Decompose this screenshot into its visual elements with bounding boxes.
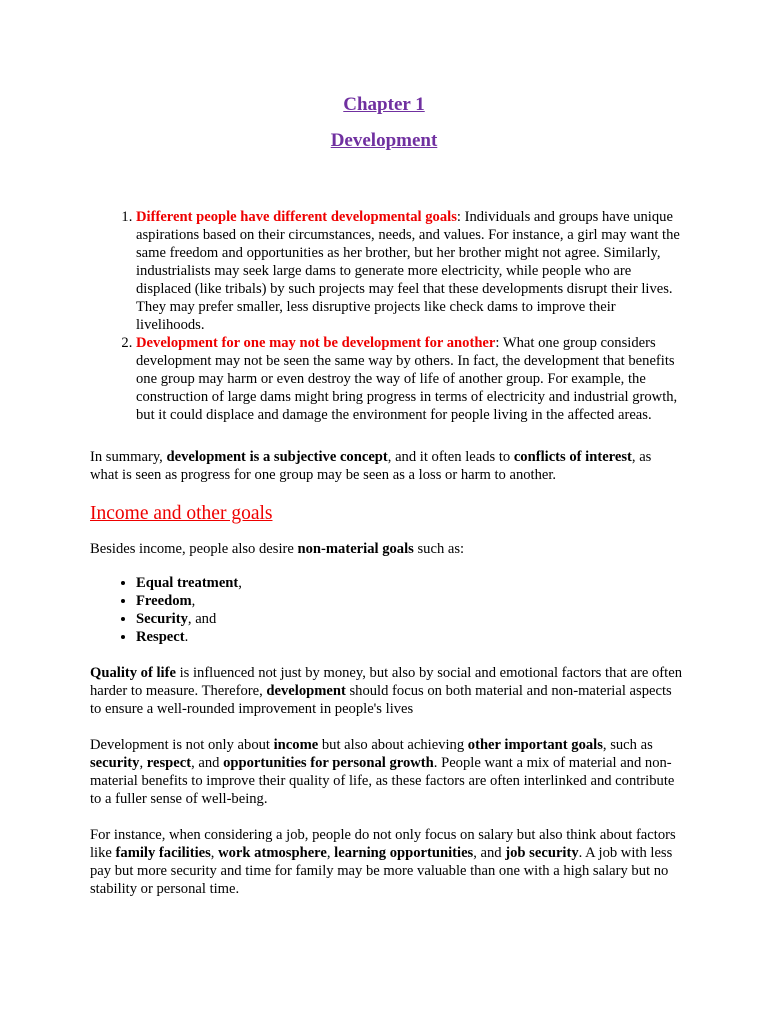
list-item-text: : What one group considers development may not be seen the same way by others. In fact, the development that benefits one group may harm or even destroy the way of life of another group. For example, the construction of large dams might bring progress in terms of electricity and industrial growth, but it could displace and damage the environment for people living in the affected areas. xyxy=(136,335,678,423)
bullet-item: • Freedom, xyxy=(136,592,682,610)
besides-paragraph: Besides income, people also desire non-material goals such as: xyxy=(90,541,465,557)
chapter-heading: Chapter 1 xyxy=(343,94,425,115)
numbered-list xyxy=(90,208,682,424)
quality-paragraph: Quality of life is influenced not just by money, but also by social and emotional factors that are often harder to measure. Therefore, development should focus on both material and non-material aspects to ensure a well-rounded improvement in people's lives xyxy=(90,665,682,717)
bullet-item: • Equal treatment, xyxy=(136,574,682,592)
page-title: Development xyxy=(330,130,438,151)
document-body xyxy=(90,208,682,898)
bullet-item: • Security, and xyxy=(136,610,682,628)
instance-paragraph: For instance, when considering a job, people do not only focus on salary but also think about factors like family facilities, work atmosphere, learning opportunities, and job security. A job with less pay but more security and time for family may be more valuable than one with a high salary but no stability or personal time. xyxy=(90,827,676,897)
summary-paragraph: In summary, development is a subjective concept, and it often leads to conflicts of interest, as what is seen as progress for one group may be seen as a loss or harm to another. xyxy=(90,449,652,483)
development-paragraph: Development is not only about income but also about achieving other important goals, such as security, respect, and opportunities for personal growth. People want a mix of material and non-material benefits to improve their quality of life, as these factors are often interlinked and contribute to a fuller sense of well-being. xyxy=(90,737,675,807)
bullet-list xyxy=(90,574,682,646)
list-item-lead: Different people have different developmental goals xyxy=(136,209,457,225)
list-item-text: : Individuals and groups have unique aspirations based on their circumstances, needs, and values. For instance, a girl may want the same freedom and opportunities as her brother, but her brother might not agree. Similarly, industrialists may seek large dams to generate more electricity, while people who are displaced (like tribals) by such projects may feel that these developments disrupt their lives. They may prefer smaller, less disruptive projects like check dams to improve their livelihoods. xyxy=(136,209,680,333)
list-item-lead: Development for one may not be development for another xyxy=(136,335,496,351)
list-item xyxy=(136,208,682,334)
section-heading: Income and other goals xyxy=(90,503,273,524)
list-item xyxy=(136,334,682,424)
bullet-item: • Respect. xyxy=(136,628,682,646)
